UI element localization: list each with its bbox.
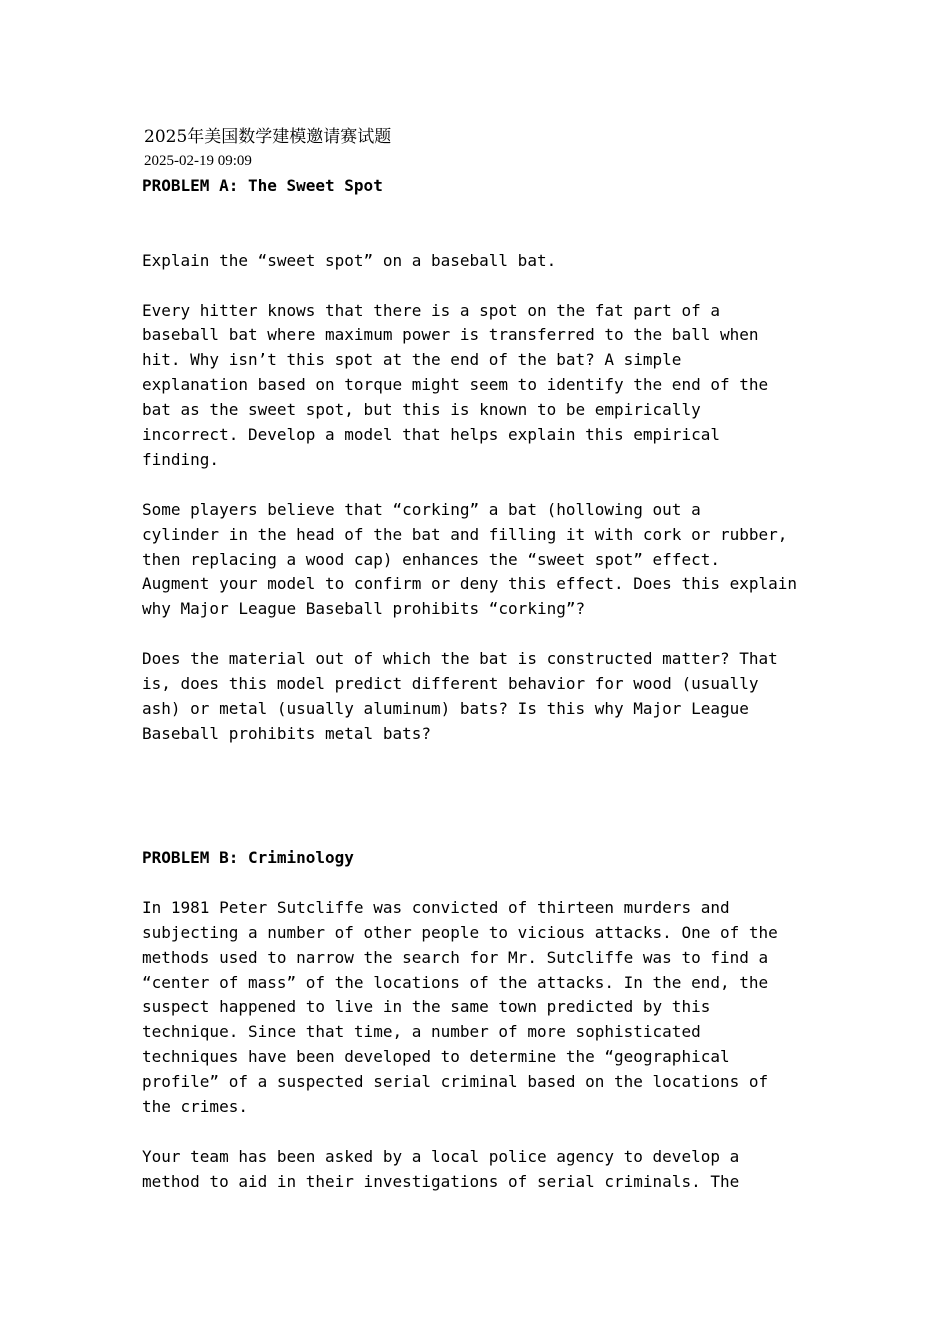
problem-a-paragraph-1: Explain the “sweet spot” on a baseball bat. <box>142 250 557 270</box>
document-title: 2025年美国数学建模邀请赛试题 <box>144 127 392 147</box>
problem-a-paragraph-3: Some players believe that “corking” a bat (hollowing out a cylinder in the head of the bat and filling it with cork or rubber, then replacing a wood cap) enhances the “sweet spot” effect. Augment your model to confirm or deny this effect. Does this explain why Major League Baseball prohibits “corking”? <box>142 499 798 619</box>
problem-a-heading: PROBLEM A: The Sweet Spot <box>142 176 383 195</box>
problem-b-paragraph-1: In 1981 Peter Sutcliffe was convicted of thirteen murders and subjecting a number of other people to vicious attacks. One of the methods used to narrow the search for Mr. Sutcliffe was to find a “center of mass” of the locations of the attacks. In the end, the suspect happened to live in the same town predicted by this technique. Since that time, a number of more sophisticated techniques have been developed to determine the “geographical profile” of a suspected serial criminal based on the locations of the crimes. <box>142 897 778 1117</box>
problem-b-section <box>142 846 842 1195</box>
problem-a-paragraph-4: Does the material out of which the bat is constructed matter? That is, does this model predict different behavior for wood (usually ash) or metal (usually aluminum) bats? Is this why Major League Baseball prohibits metal bats? <box>142 649 778 743</box>
problem-b-paragraph-2: Your team has been asked by a local police agency to develop a method to aid in their investigations of serial criminals. The <box>142 1146 740 1191</box>
problem-a-section <box>142 174 842 747</box>
problem-a-paragraph-2: Every hitter knows that there is a spot on the fat part of a baseball bat where maximum power is transferred to the ball when hit. Why isn’t this spot at the end of the bat? A simple explanation based on torque might seem to identify the end of the bat as the sweet spot, but this is known to be empirically incorrect. Develop a model that helps explain this empirical finding. <box>142 300 769 469</box>
problem-b-heading: PROBLEM B: Criminology <box>142 848 354 867</box>
document-date: 2025-02-19 09:09 <box>144 153 252 169</box>
